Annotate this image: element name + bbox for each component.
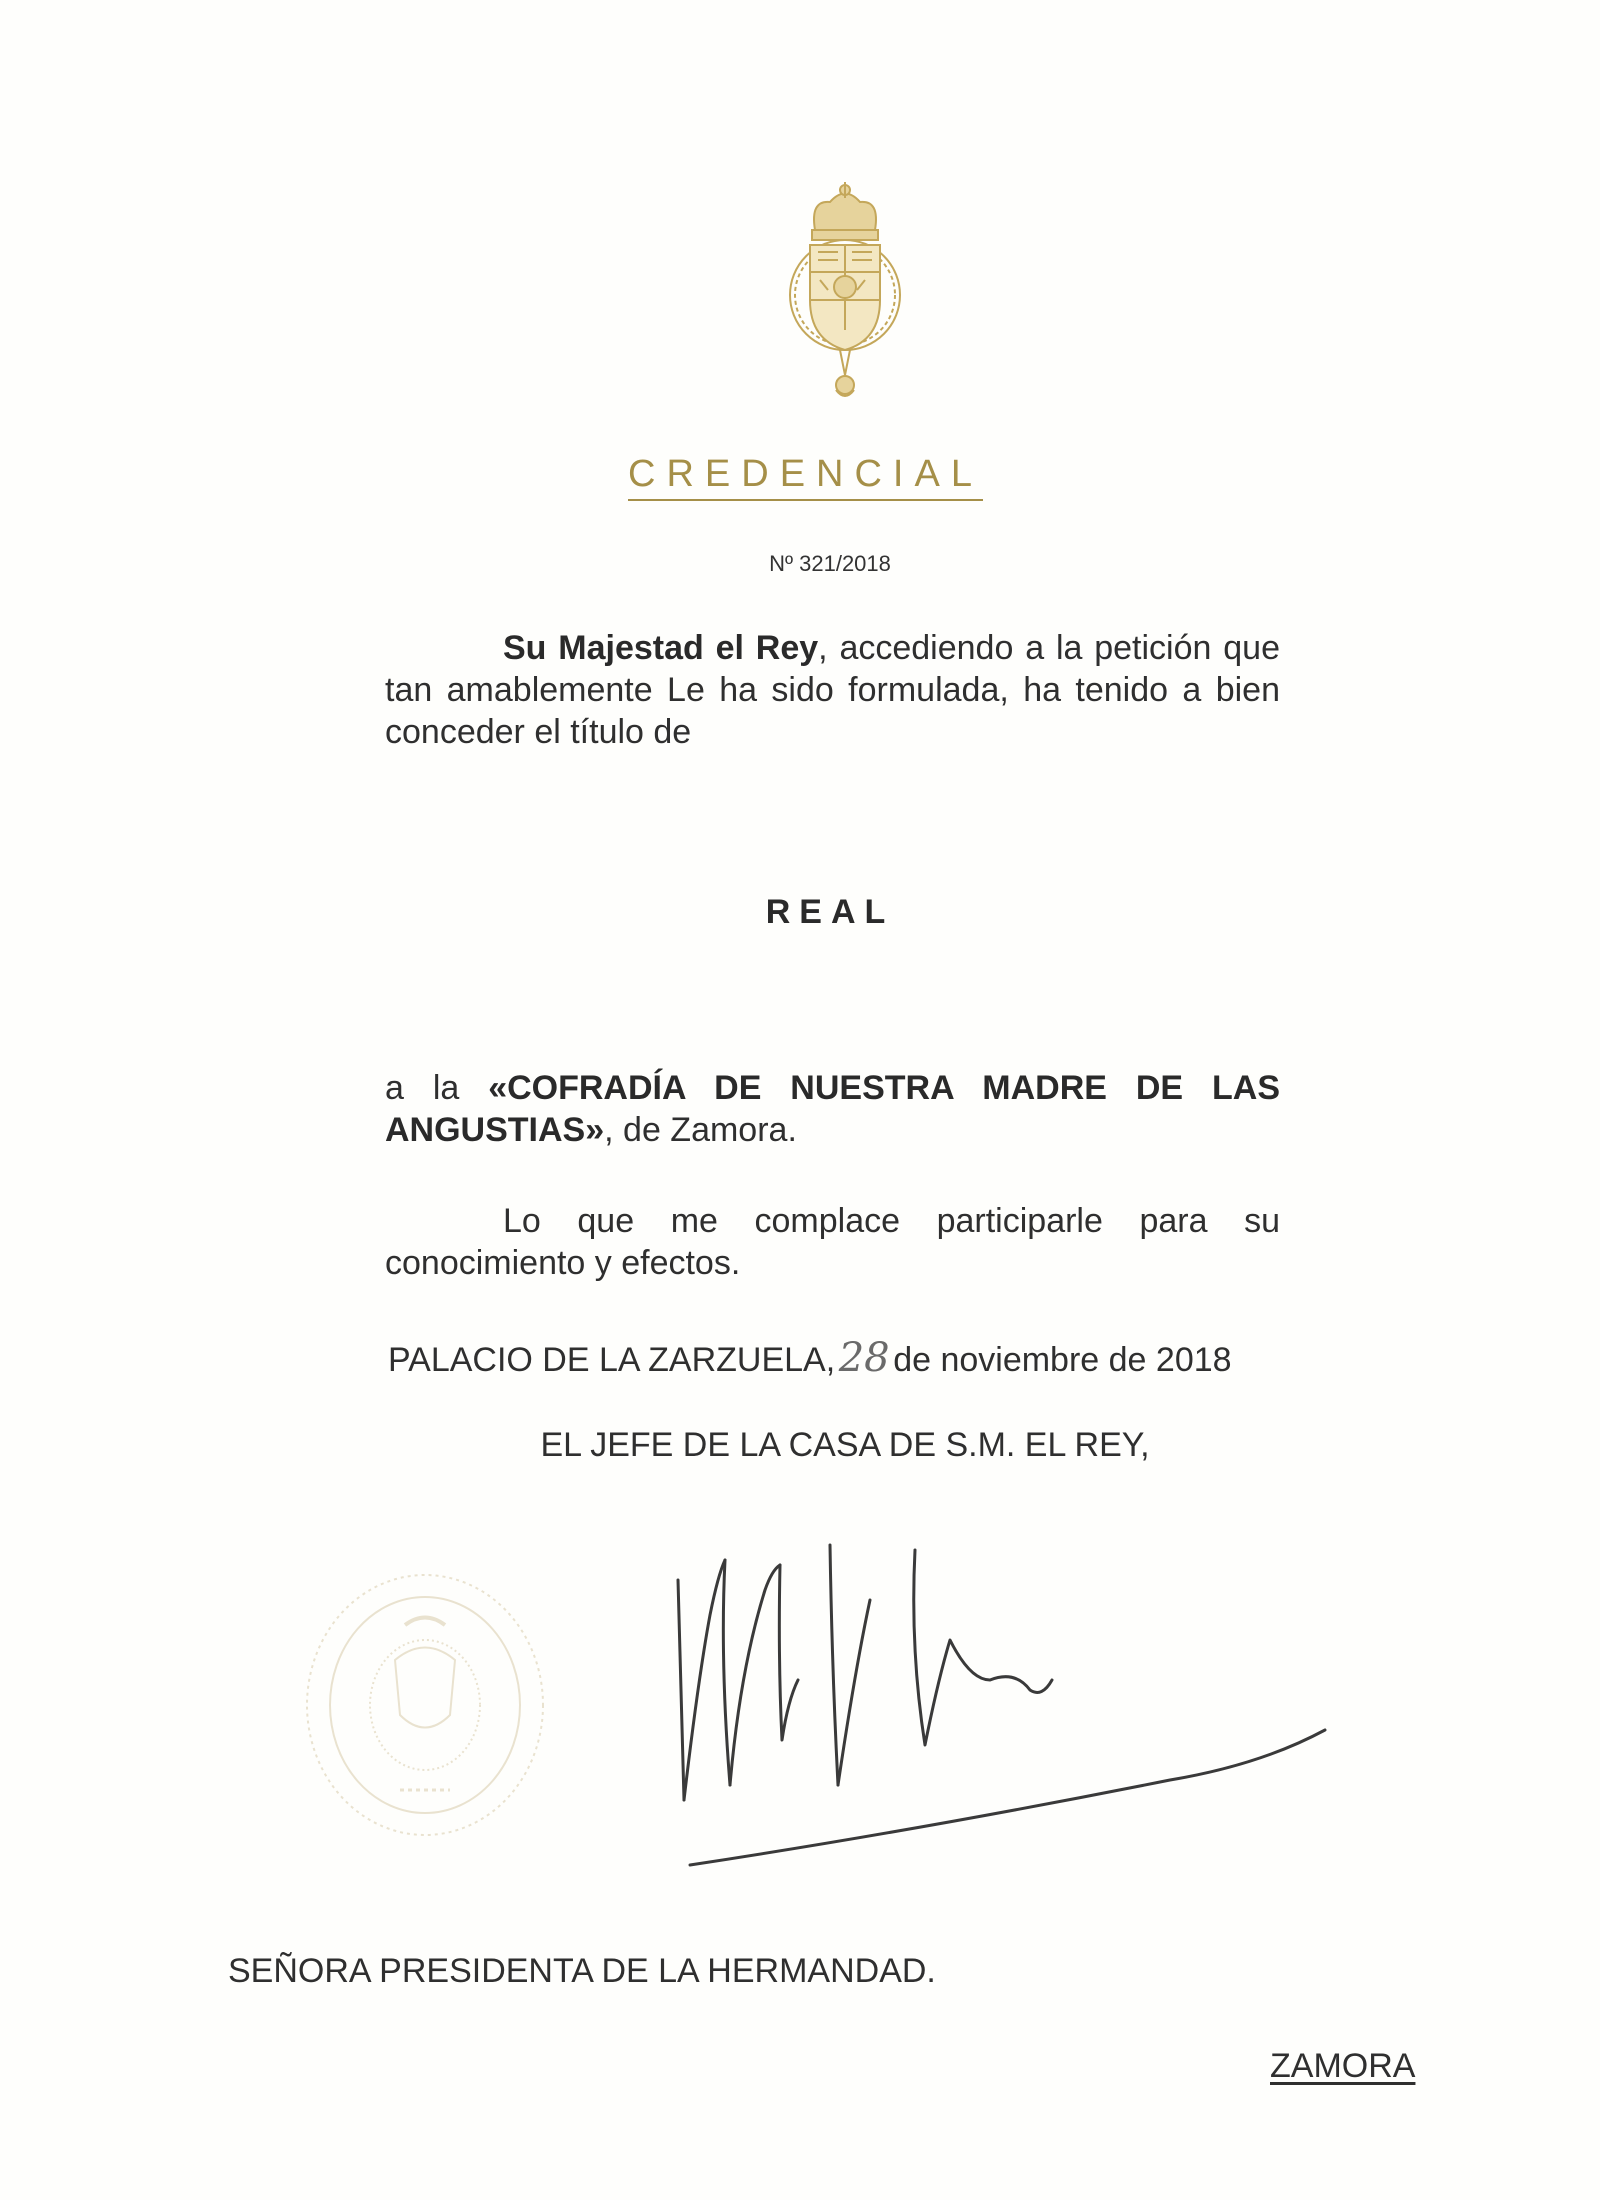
paragraph-closing	[385, 1200, 1280, 1284]
royal-coat-of-arms-icon	[770, 180, 920, 405]
addressee: SEÑORA PRESIDENTA DE LA HERMANDAD.	[228, 1952, 936, 1990]
document-title: CREDENCIAL	[0, 455, 1600, 501]
reference-number: Nº 321/2018	[769, 551, 891, 576]
addressee-city: ZAMORA	[1270, 2047, 1416, 2085]
paragraph-recipient	[385, 1067, 1280, 1151]
place-date-line	[388, 1335, 1232, 1381]
paragraph-grant	[385, 627, 1280, 753]
handwritten-signature-icon	[670, 1530, 1330, 1875]
brotherhood-name: «COFRADÍA DE NUESTRA MADRE DE LAS ANGUSTIAS»	[385, 1069, 1280, 1149]
handwritten-day: 28	[838, 1335, 890, 1381]
place-name: PALACIO DE LA ZARZUELA,	[388, 1341, 836, 1379]
paragraph-closing-text: Lo que me complace participarle para su conocimiento y efectos.	[385, 1202, 1280, 1282]
granted-title: REAL	[765, 893, 895, 931]
paragraph-recipient-prefix: a la	[385, 1069, 489, 1107]
date-rest: de noviembre de 2018	[893, 1341, 1232, 1379]
embossed-seal-icon	[300, 1565, 550, 1845]
paragraph-recipient-suffix: , de Zamora.	[604, 1111, 797, 1149]
paragraph-grant-text: , accediendo a la petición que tan amablemente Le ha sido formulada, ha tenido a bien conceder el título de	[385, 629, 1280, 751]
paragraph-grant-subject: Su Majestad el Rey	[503, 629, 819, 667]
signer-title: EL JEFE DE LA CASA DE S.M. EL REY,	[540, 1426, 1150, 1464]
